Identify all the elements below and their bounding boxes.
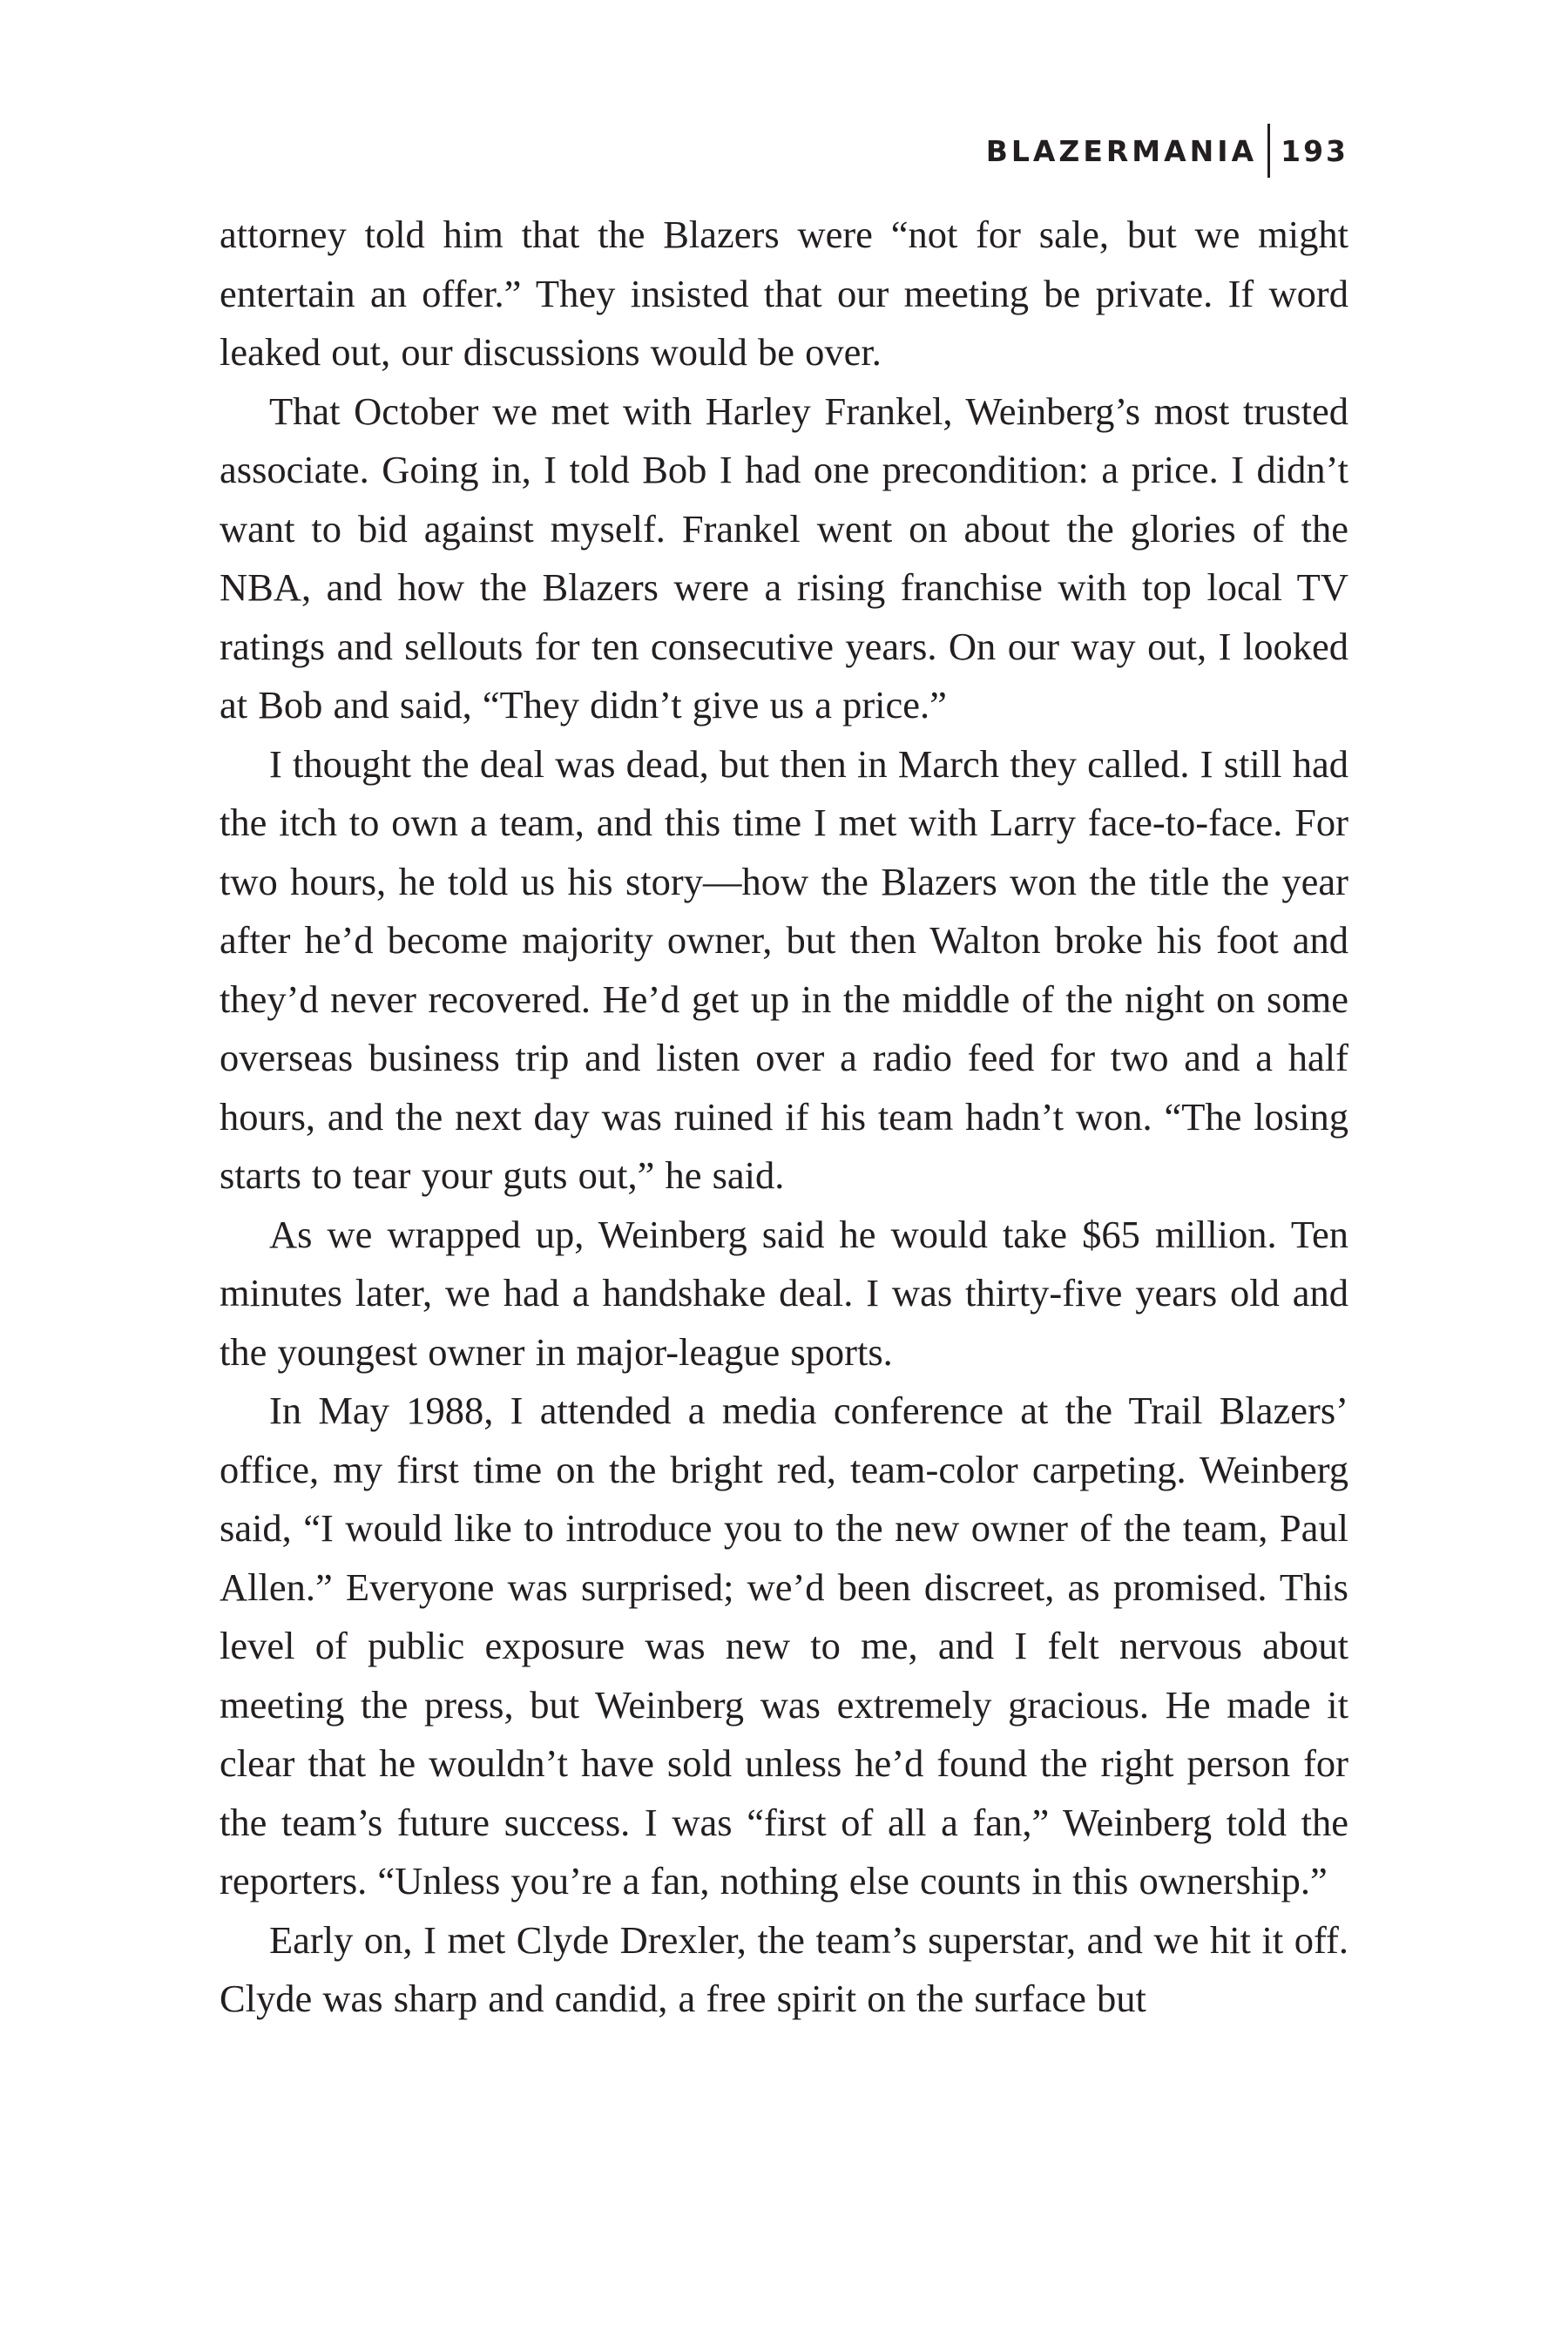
body-text	[220, 206, 1348, 2029]
page-number: 193	[1281, 133, 1348, 168]
running-head-title: BLAZERMANIA	[985, 133, 1258, 168]
paragraph-4: As we wrapped up, Weinberg said he would take $65 million. Ten minutes later, we had a handshake deal. I was thirty-five years old and the youngest owner in major-league sports.	[220, 1212, 1348, 1374]
running-head	[986, 124, 1348, 178]
running-head-divider	[1267, 124, 1270, 178]
paragraph-3: I thought the deal was dead, but then in March they called. I still had the itch to own a team, and this time I met with Larry face-to-face. For two hours, he told us his story—how the Blazers won the title the year after he’d become majority owner, but then Walton broke his foot and they’d never recovered. He’d get up in the middle of the night on some overseas business trip and listen over a radio feed for two and a half hours, and the next day was ruined if his team hadn’t won. “The losing starts to tear your guts out,” he said.	[220, 741, 1348, 1197]
paragraph-6: Early on, I met Clyde Drexler, the team’s superstar, and we hit it off. Clyde was sharp and candid, a free spirit on the surface but	[220, 1917, 1348, 2020]
paragraph-2: That October we met with Harley Frankel, Weinberg’s most trusted associate. Going in, I told Bob I had one precondition: a price. I didn’t want to bid against myself. Frankel went on about the glories of the NBA, and how the Blazers were a rising franchise with top local TV ratings and sellouts for ten consecutive years. On our way out, I looked at Bob and said, “They didn’t give us a price.”	[220, 389, 1348, 727]
paragraph-5: In May 1988, I attended a media conference at the Trail Blazers’ office, my first time on the bright red, team-color carpeting. Weinberg said, “I would like to introduce you to the new owner of the team, Paul Allen.” Everyone was surprised; we’d been discreet, as promised. This level of public exposure was new to me, and I felt nervous about meeting the press, but Weinberg was extremely gracious. He made it clear that he wouldn’t have sold unless he’d found the right person for the team’s future success. I was “first of all a fan,” Weinberg told the reporters. “Unless you’re a fan, nothing else counts in this ownership.”	[220, 1389, 1348, 1903]
paragraph-1: attorney told him that the Blazers were “not for sale, but we might entertain an offer.” They insisted that our meeting be private. If word leaked out, our discussions would be over.	[220, 213, 1348, 374]
